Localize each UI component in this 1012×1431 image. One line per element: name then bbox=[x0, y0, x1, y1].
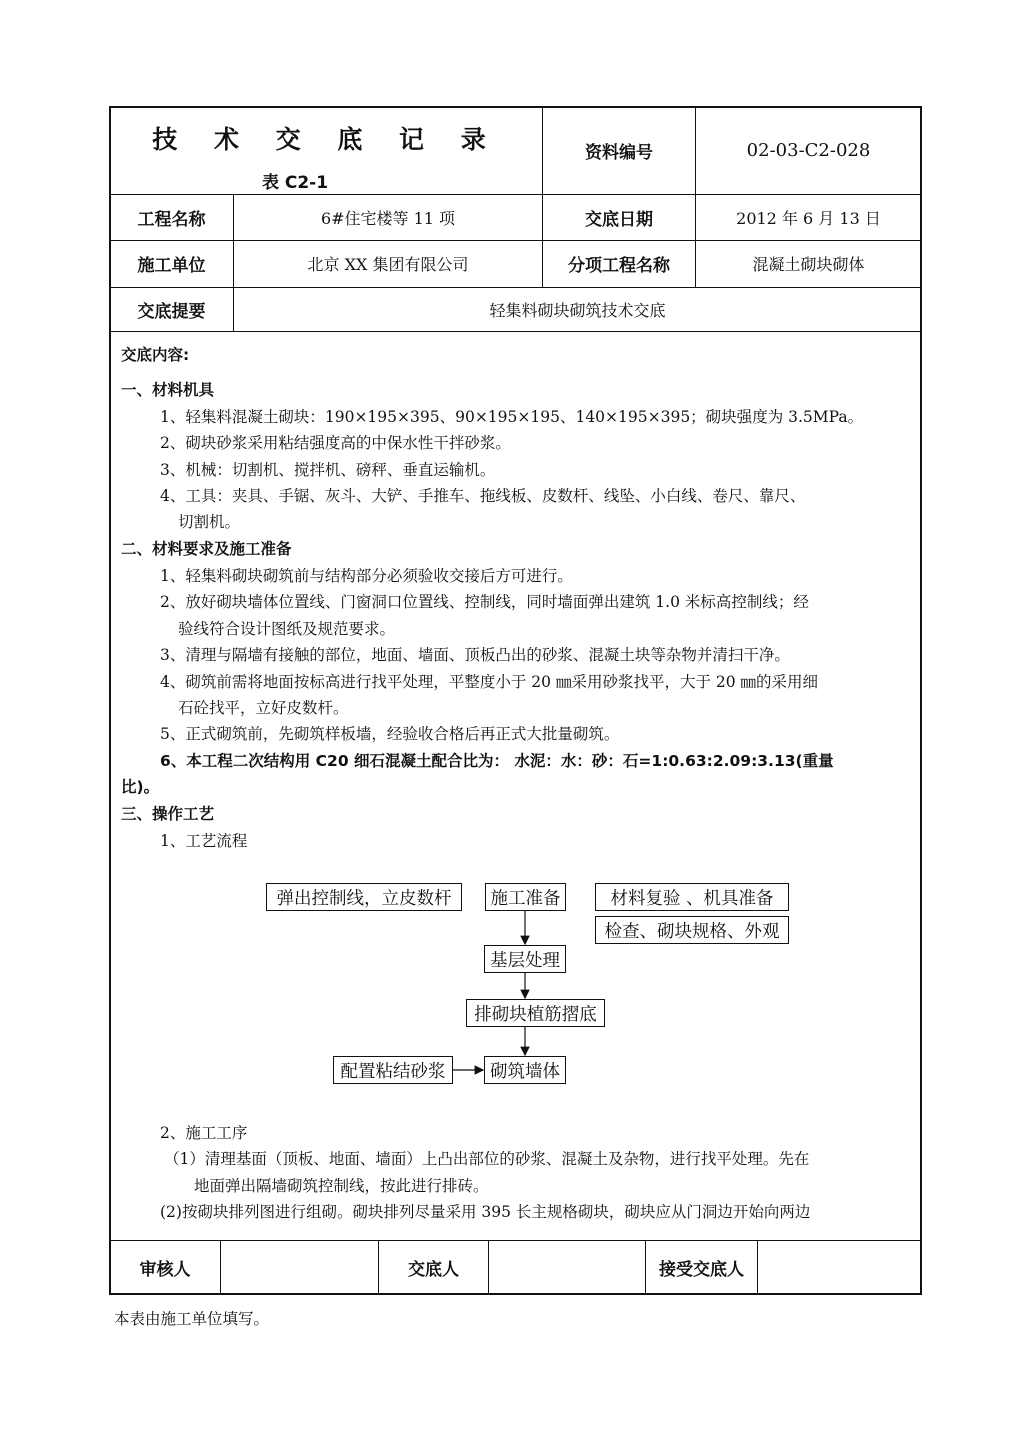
flow-box-wall: 砌筑墙体 bbox=[484, 1056, 566, 1084]
content-line: 4、砌筑前需将地面按标高进行找平处理，平整度小于 20 ㎜采用砂浆找平，大于 20 ㎜的采用细 bbox=[160, 673, 819, 691]
content-line: 1、工艺流程 bbox=[160, 832, 248, 850]
content-line: (2)按砌块排列图进行组砌。砌块排列尽量采用 395 长主规格砌块，砌块应从门洞边开始向两边 bbox=[160, 1203, 811, 1221]
content-line: 石砼找平，立好皮数杆。 bbox=[178, 699, 349, 717]
content-line: 3、清理与隔墙有接触的部位，地面、墙面、顶板凸出的砂浆、混凝土块等杂物并清扫干净。 bbox=[160, 646, 790, 664]
date-label: 交底日期 bbox=[585, 209, 653, 230]
content-line: 切割机。 bbox=[178, 513, 241, 531]
content-line: 2、砌块砂浆采用粘结强度高的中保水性干拌砂浆。 bbox=[160, 434, 511, 452]
reviewer-label: 审核人 bbox=[139, 1260, 191, 1280]
content-line: 3、机械：切割机、搅拌机、磅秤、垂直运输机。 bbox=[160, 461, 496, 479]
receiver-label: 接受交底人 bbox=[659, 1260, 744, 1280]
doc-no-value: 02-03-C2-028 bbox=[746, 140, 871, 161]
discloser-signature[interactable] bbox=[489, 1241, 645, 1294]
flow-box-control-lines: 弹出控制线，立皮数杆 bbox=[266, 883, 462, 911]
flow-box-material-check: 材料复验 、机具准备 bbox=[595, 883, 789, 911]
flow-box-preparation: 施工准备 bbox=[485, 883, 566, 911]
section-heading: 三、操作工艺 bbox=[121, 805, 215, 823]
content-line: 比)。 bbox=[121, 778, 160, 796]
flow-box-base-treatment: 基层处理 bbox=[484, 945, 566, 973]
footer-note: 本表由施工单位填写。 bbox=[114, 1310, 270, 1328]
reviewer-signature[interactable] bbox=[221, 1241, 378, 1294]
form-title: 技 术 交 底 记 录 bbox=[152, 125, 500, 154]
summary-label: 交底提要 bbox=[137, 301, 206, 322]
content-line: 1、轻集料砌块砌筑前与结构部分必须验收交接后方可进行。 bbox=[160, 567, 573, 585]
contractor-value: 北京 XX 集团有限公司 bbox=[307, 255, 469, 274]
doc-no-label: 资料编号 bbox=[585, 143, 653, 163]
content-line: 2、放好砌块墙体位置线、门窗洞口位置线、控制线，同时墙面弹出建筑 1.0 米标高控制线；经 bbox=[160, 593, 809, 611]
content-line: （1）清理基面（顶板、地面、墙面）上凸出部位的砂浆、混凝土及杂物，进行找平处理。先在 bbox=[164, 1150, 810, 1168]
content-line: 4、工具：夹具、手锯、灰斗、大铲、手推车、拖线板、皮数杆、线坠、小白线、卷尺、靠尺、 bbox=[160, 487, 806, 505]
content-line: 6、本工程二次结构用 C20 细石混凝土配合比为： 水泥：水：砂：石=1:0.63:2.09:3.13(重量 bbox=[160, 752, 834, 770]
form-number: 表 C2-1 bbox=[261, 172, 329, 193]
project-label: 工程名称 bbox=[137, 209, 206, 230]
content-line: 地面弹出隔墙砌筑控制线，按此进行排砖。 bbox=[194, 1177, 489, 1195]
discloser-label: 交底人 bbox=[408, 1260, 459, 1280]
date-value: 2012 年 6 月 13 日 bbox=[736, 208, 881, 228]
content-line: 2、施工工序 bbox=[160, 1124, 248, 1142]
subproject-value: 混凝土砌块砌体 bbox=[752, 255, 865, 274]
flow-box-mortar: 配置粘结砂浆 bbox=[333, 1056, 453, 1084]
content-line: 5、正式砌筑前，先砌筑样板墙，经验收合格后再正式大批量砌筑。 bbox=[160, 725, 620, 743]
content-line: 验线符合设计图纸及规范要求。 bbox=[178, 620, 396, 638]
project-value: 6#住宅楼等 11 项 bbox=[320, 208, 456, 228]
receiver-signature[interactable] bbox=[758, 1241, 921, 1294]
subproject-label: 分项工程名称 bbox=[568, 256, 670, 276]
summary-value: 轻集料砌块砌筑技术交底 bbox=[489, 300, 666, 320]
contractor-label: 施工单位 bbox=[137, 256, 206, 276]
content-line: 1、轻集料混凝土砌块：190×195×395、90×195×195、140×195×395；砌块强度为 3.5MPa。 bbox=[160, 408, 864, 426]
content-heading: 交底内容: bbox=[121, 346, 190, 364]
section-heading: 一、材料机具 bbox=[121, 381, 215, 399]
section-heading: 二、材料要求及施工准备 bbox=[121, 540, 292, 558]
flow-box-block-arrangement: 排砌块植筋摺底 bbox=[466, 999, 605, 1027]
flow-box-block-inspection: 检查、砌块规格、外观 bbox=[595, 916, 789, 944]
